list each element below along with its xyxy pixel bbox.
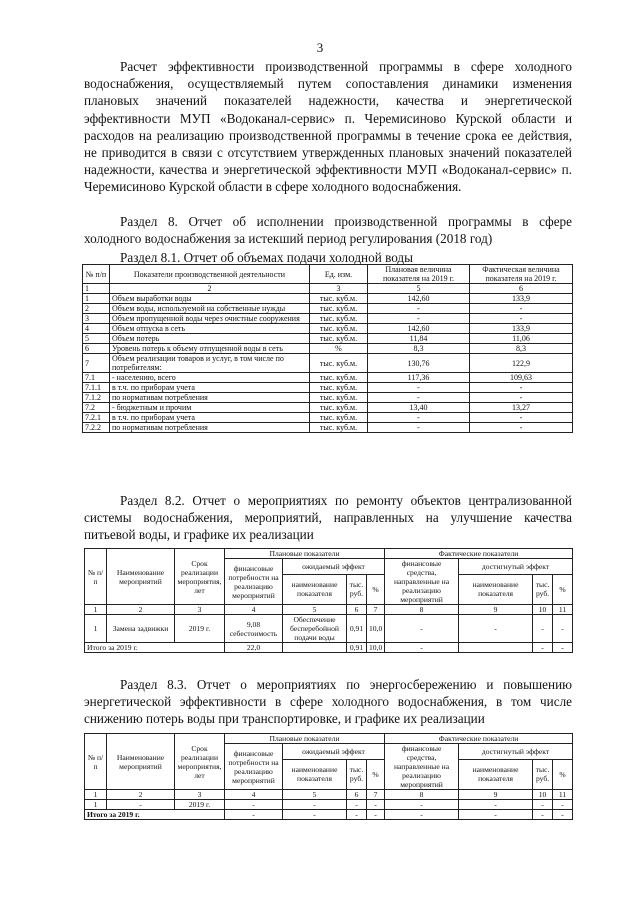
- unit-value: тыс. куб.м.: [310, 294, 368, 304]
- col-num-header: № п/ п: [85, 549, 107, 605]
- table-row: [83, 294, 573, 304]
- col-plan-header: Плановая величина показателя на 2019 г.: [368, 265, 470, 284]
- row-num: 7.1.1: [83, 383, 110, 393]
- indicator-name-header: наименование показателя: [459, 574, 533, 604]
- col-number: 6: [470, 284, 573, 294]
- measure-term: 2019 г.: [175, 800, 225, 810]
- fact-value: -: [470, 423, 573, 433]
- table-row: [83, 373, 573, 383]
- plan-value: -: [368, 314, 470, 324]
- section-8-3-heading: [84, 676, 572, 727]
- col-number: 2: [107, 790, 175, 800]
- col-number: 7: [367, 605, 385, 615]
- col-name-header: Показатели производственной деятельности: [110, 265, 310, 284]
- table-row: [83, 324, 573, 334]
- row-num: 1: [83, 294, 110, 304]
- energy-measures-table: [84, 733, 573, 820]
- pct-header: %: [367, 574, 385, 604]
- fact-value: 122,9: [470, 354, 573, 373]
- table-row: [83, 423, 573, 433]
- table-row: [83, 383, 573, 393]
- plan-value: -: [368, 423, 470, 433]
- measure-name: -: [107, 800, 175, 810]
- row-num: 3: [83, 314, 110, 324]
- row-num: 1: [85, 800, 107, 810]
- col-number: 11: [553, 790, 573, 800]
- col-number: 9: [459, 790, 533, 800]
- col-unit-header: Ед. изм.: [310, 265, 368, 284]
- plan-value: 11,84: [368, 334, 470, 344]
- row-num: 7.2: [83, 403, 110, 413]
- total-indicator-value: -: [283, 810, 347, 820]
- table-row: [83, 304, 573, 314]
- table-header-row: [83, 265, 573, 284]
- col-number: 7: [367, 790, 385, 800]
- fact-pct-value: -: [553, 800, 573, 810]
- section-8-3-text: Раздел 8.3. Отчет о мероприятиях по энергосбережению и повышению энергетической эффективности в сфере холодного водоснабжения, в том числе снижению потерь воды при транспортировке, и графике их реализации: [84, 677, 572, 726]
- col-num-header: № п/ п: [85, 734, 107, 790]
- total-row: [85, 810, 573, 820]
- indicator-value: -: [283, 800, 347, 810]
- rub-header: тыс. руб.: [533, 759, 553, 789]
- fin-needs-value: -: [225, 800, 283, 810]
- rub-header: тыс. руб.: [533, 574, 553, 604]
- fact-fin-value: -: [385, 615, 459, 643]
- total-fact-rub-value: -: [533, 643, 553, 653]
- achieved-effect-header: достигнутый эффект: [459, 559, 573, 575]
- plan-value: -: [368, 383, 470, 393]
- intro-paragraph: [84, 58, 572, 196]
- unit-value: тыс. куб.м.: [310, 373, 368, 383]
- fact-indicators-header: Фактические показатели: [385, 549, 573, 559]
- unit-value: тыс. куб.м.: [310, 334, 368, 344]
- rub-header: тыс. руб.: [347, 574, 367, 604]
- col-number: 2: [110, 284, 310, 294]
- plan-value: 142,60: [368, 294, 470, 304]
- total-fact-pct-value: -: [553, 643, 573, 653]
- col-term-header: Срок реализации мероприятия, лет: [175, 549, 225, 605]
- fact-indicator-value: -: [459, 800, 533, 810]
- total-fact-fin-value: -: [385, 643, 459, 653]
- indicator-name: Объем потерь: [110, 334, 310, 344]
- col-number: 1: [83, 284, 110, 294]
- total-fact-fin-value: -: [385, 810, 459, 820]
- indicator-name: Объем реализации товаров и услуг, в том числе по потребителям:: [110, 354, 310, 373]
- plan-indicators-header: Плановые показатели: [225, 549, 385, 559]
- row-num: 6: [83, 344, 110, 354]
- fact-value: -: [470, 314, 573, 324]
- row-num: 7.2.2: [83, 423, 110, 433]
- total-rub-value: 0,91: [347, 643, 367, 653]
- pct-value: 10,0: [367, 615, 385, 643]
- section-8-1-heading: Раздел 8.1. Отчет об объемах подачи холодной воды: [120, 250, 413, 265]
- section-8-heading: [84, 213, 572, 247]
- fact-value: 133,9: [470, 294, 573, 304]
- col-number: 9: [459, 605, 533, 615]
- col-number: 3: [175, 790, 225, 800]
- page-number: 3: [316, 40, 324, 55]
- indicator-name-header: наименование показателя: [283, 759, 347, 789]
- rub-header: тыс. руб.: [347, 759, 367, 789]
- repair-measures-table: [84, 548, 573, 653]
- col-number: 1: [85, 790, 107, 800]
- fact-indicator-value: -: [459, 615, 533, 643]
- col-name-header: Наименование мероприятий: [107, 549, 175, 605]
- unit-value: тыс. куб.м.: [310, 393, 368, 403]
- col-number: 1: [85, 605, 107, 615]
- unit-value: тыс. куб.м.: [310, 324, 368, 334]
- section-8-2-text: Раздел 8.2. Отчет о мероприятиях по ремонту объектов централизованной системы водоснабжения, мероприятий, направленных на улучшение качества питьевой воды, и графике их реализации: [84, 493, 572, 542]
- plan-value: -: [368, 413, 470, 423]
- total-rub-value: -: [347, 810, 367, 820]
- indicator-name: по нормативам потребления: [110, 393, 310, 403]
- pct-header: %: [553, 759, 573, 789]
- row-num: 1: [85, 615, 107, 643]
- row-num: 7: [83, 354, 110, 373]
- total-fact-indicator-value: [459, 643, 533, 653]
- indicator-name: Объем отпуска в сеть: [110, 324, 310, 334]
- col-number: 6: [347, 605, 367, 615]
- total-indicator-value: [283, 643, 347, 653]
- fin-needs-header: финансовые потребности на реализацию мероприятий: [225, 559, 283, 605]
- col-number: 10: [533, 790, 553, 800]
- total-label: Итого за 2019 г.: [85, 810, 225, 820]
- expected-effect-header: ожидаемый эффект: [283, 559, 385, 575]
- water-volume-rows: [83, 294, 573, 433]
- indicator-name: - бюджетным и прочим: [110, 403, 310, 413]
- fin-spent-header: финансовые средства, направленные на реализацию мероприятий: [385, 559, 459, 605]
- col-number: 8: [385, 790, 459, 800]
- indicator-name: в т.ч. по приборам учета: [110, 413, 310, 423]
- table-row: [83, 354, 573, 373]
- table-row: [83, 393, 573, 403]
- col-number: 11: [553, 605, 573, 615]
- plan-value: -: [368, 393, 470, 403]
- total-pct-value: 10,0: [367, 643, 385, 653]
- indicator-name: Уровень потерь к объему отпущенной воды в сеть: [110, 344, 310, 354]
- plan-value: -: [368, 304, 470, 314]
- section-8-2-heading: [84, 492, 572, 543]
- indicator-name: Объем пропущенной воды через очистные сооружения: [110, 314, 310, 324]
- row-num: 7.2.1: [83, 413, 110, 423]
- section-8-text: Раздел 8. Отчет об исполнении производственной программы в сфере холодного водоснабжения за истекший период регулирования (2018 год): [84, 214, 572, 246]
- indicator-name: Объем выработки воды: [110, 294, 310, 304]
- col-number: 5: [283, 790, 347, 800]
- row-num: 5: [83, 334, 110, 344]
- row-num: 2: [83, 304, 110, 314]
- table-row: [83, 314, 573, 324]
- fact-value: -: [470, 304, 573, 314]
- table-row: [83, 334, 573, 344]
- measure-term: 2019 г.: [175, 615, 225, 643]
- fact-value: -: [470, 383, 573, 393]
- col-number: 8: [385, 605, 459, 615]
- fact-rub-value: -: [533, 800, 553, 810]
- col-fact-header: Фактическая величина показателя на 2019 г.: [470, 265, 573, 284]
- total-row: [85, 643, 573, 653]
- row-num: 7.1.2: [83, 393, 110, 403]
- rub-value: 0,91: [347, 615, 367, 643]
- table-row: [85, 800, 573, 810]
- col-number: 5: [368, 284, 470, 294]
- plan-value: 142,60: [368, 324, 470, 334]
- indicator-name: по нормативам потребления: [110, 423, 310, 433]
- indicator-name-header: наименование показателя: [283, 574, 347, 604]
- indicator-value: Обеспечение бесперебойной подачи воды: [283, 615, 347, 643]
- plan-value: 13,40: [368, 403, 470, 413]
- column-number-row: [85, 790, 573, 800]
- unit-value: тыс. куб.м.: [310, 354, 368, 373]
- total-fact-indicator-value: -: [459, 810, 533, 820]
- col-number: 6: [347, 790, 367, 800]
- fact-value: -: [470, 393, 573, 403]
- rub-value: -: [347, 800, 367, 810]
- total-fin-value: -: [225, 810, 283, 820]
- total-fact-rub-value: -: [533, 810, 553, 820]
- col-number: 4: [225, 790, 283, 800]
- col-number: 5: [283, 605, 347, 615]
- fact-value: 8,3: [470, 344, 573, 354]
- total-fin-value: 22,0: [225, 643, 283, 653]
- fact-indicators-header: Фактические показатели: [385, 734, 573, 744]
- pct-header: %: [553, 574, 573, 604]
- plan-indicators-header: Плановые показатели: [225, 734, 385, 744]
- total-fact-pct-value: -: [553, 810, 573, 820]
- fact-pct-value: -: [553, 615, 573, 643]
- col-number: 4: [225, 605, 283, 615]
- unit-value: тыс. куб.м.: [310, 403, 368, 413]
- table-row: [83, 413, 573, 423]
- unit-value: тыс. куб.м.: [310, 423, 368, 433]
- table-row: [83, 403, 573, 413]
- pct-header: %: [367, 759, 385, 789]
- table-row: [85, 615, 573, 643]
- indicator-name: - населению, всего: [110, 373, 310, 383]
- achieved-effect-header: достигнутый эффект: [459, 744, 573, 760]
- total-pct-value: -: [367, 810, 385, 820]
- fact-value: 13,27: [470, 403, 573, 413]
- fin-needs-value: 9,08 себестоимость: [225, 615, 283, 643]
- fin-spent-header: финансовые средства, направленные на реализацию мероприятий: [385, 744, 459, 790]
- column-number-row: [85, 605, 573, 615]
- plan-value: 117,36: [368, 373, 470, 383]
- fact-value: 133,9: [470, 324, 573, 334]
- unit-value: тыс. куб.м.: [310, 314, 368, 324]
- fact-value: 11,06: [470, 334, 573, 344]
- col-name-header: Наименование мероприятий: [107, 734, 175, 790]
- col-number: 3: [310, 284, 368, 294]
- fact-rub-value: -: [533, 615, 553, 643]
- fact-value: 109,63: [470, 373, 573, 383]
- intro-text: Расчет эффективности производственной программы в сфере холодного водоснабжения, осуществляемый путем сопоставления динамики изменения плановых значений показателей надежности, качества и энергетической эффективности МУП «Водоканал-сервис» п. Черемисиново Курской области и расходов на реализацию производственной программы в течение срока ее действия, не приводится в связи с отсутствием утвержденных плановых значений показателей надежности, качества и энергетической эффективности МУП «Водоканал-сервис» п. Черемисиново Курской области в сфере холодного водоснабжения.: [84, 59, 572, 195]
- unit-value: тыс. куб.м.: [310, 304, 368, 314]
- indicator-name: Объем воды, используемой на собственные нужды: [110, 304, 310, 314]
- plan-value: 130,76: [368, 354, 470, 373]
- row-num: 4: [83, 324, 110, 334]
- col-number: 2: [107, 605, 175, 615]
- fin-needs-header: финансовые потребности на реализацию мероприятий: [225, 744, 283, 790]
- water-volume-table: [82, 264, 573, 433]
- expected-effect-header: ожидаемый эффект: [283, 744, 385, 760]
- unit-value: %: [310, 344, 368, 354]
- column-number-row: [83, 284, 573, 294]
- col-term-header: Срок реализации мероприятия, лет: [175, 734, 225, 790]
- unit-value: тыс. куб.м.: [310, 413, 368, 423]
- indicator-name-header: наименование показателя: [459, 759, 533, 789]
- indicator-name: в т.ч. по приборам учета: [110, 383, 310, 393]
- col-num-header: № п/п: [83, 265, 110, 284]
- table-row: [83, 344, 573, 354]
- unit-value: тыс. куб.м.: [310, 383, 368, 393]
- row-num: 7.1: [83, 373, 110, 383]
- total-label: Итого за 2019 г.: [85, 643, 225, 653]
- pct-value: -: [367, 800, 385, 810]
- fact-fin-value: -: [385, 800, 459, 810]
- col-number: 3: [175, 605, 225, 615]
- plan-value: 8,3: [368, 344, 470, 354]
- col-number: 10: [533, 605, 553, 615]
- fact-value: -: [470, 413, 573, 423]
- measure-name: Замена задвижки: [107, 615, 175, 643]
